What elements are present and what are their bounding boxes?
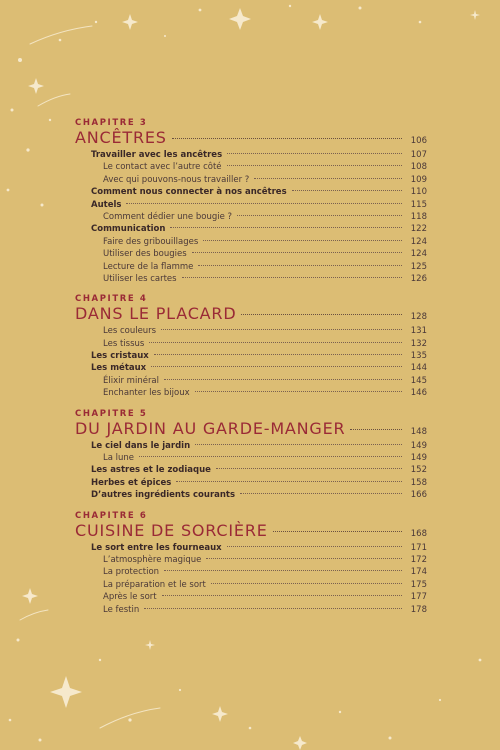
toc-entry[interactable] — [75, 579, 427, 591]
dot-sparkle-icon — [17, 639, 20, 642]
table-of-contents — [75, 118, 427, 625]
page-number: 171 — [410, 542, 427, 553]
toc-entry[interactable] — [75, 440, 427, 452]
entry-title: L’atmosphère magique — [103, 554, 202, 565]
chapter-label: CHAPITRE 3 — [75, 118, 148, 128]
dot-sparkle-icon — [199, 9, 202, 12]
page-number: 168 — [410, 528, 427, 539]
page-number: 158 — [410, 477, 427, 488]
dot-leader — [241, 314, 402, 315]
dot-leader — [240, 493, 402, 494]
dot-sparkle-icon — [128, 718, 131, 721]
entry-title: La protection — [103, 567, 160, 578]
toc-entry[interactable] — [75, 273, 427, 285]
chapter-title: CUISINE DE SORCIÈRE — [75, 520, 268, 540]
dot-leader — [154, 354, 402, 355]
star-icon — [28, 78, 44, 94]
toc-entry[interactable] — [75, 554, 427, 566]
page-number: 108 — [410, 162, 427, 173]
toc-entry[interactable] — [75, 199, 427, 211]
dot-leader — [227, 546, 402, 547]
dot-leader — [198, 265, 402, 266]
entry-title: Les couleurs — [103, 326, 157, 337]
page-number: 122 — [410, 224, 427, 235]
entry-title: Utiliser des bougies — [103, 249, 187, 260]
page-number: 132 — [410, 338, 427, 349]
star-icon — [22, 588, 38, 604]
entry-title: Comment nous connecter à nos ancêtres — [91, 187, 287, 198]
dot-sparkle-icon — [99, 659, 101, 661]
toc-entry[interactable] — [75, 261, 427, 273]
dot-leader — [161, 329, 402, 330]
chapter-label: CHAPITRE 6 — [75, 510, 148, 521]
chapter-block — [75, 118, 427, 285]
entry-title: Enchanter les bijoux — [103, 388, 190, 399]
dot-leader — [206, 558, 402, 559]
toc-entry[interactable] — [75, 186, 427, 198]
entry-title: Le contact avec l’autre côté — [103, 162, 222, 173]
shooting-star-icon — [20, 610, 48, 620]
dot-sparkle-icon — [41, 204, 44, 207]
dot-sparkle-icon — [95, 21, 97, 23]
page-number: 177 — [410, 592, 427, 603]
page-number: 128 — [410, 312, 427, 323]
shooting-star-icon — [38, 94, 70, 106]
page-number: 106 — [410, 136, 427, 146]
entry-title: La préparation et le sort — [103, 579, 206, 590]
dot-leader — [211, 583, 402, 584]
entry-title: Les tissus — [103, 338, 145, 349]
dot-leader — [227, 165, 402, 166]
toc-entry[interactable] — [75, 325, 427, 337]
toc-entry[interactable] — [75, 350, 427, 362]
entry-title: Les métaux — [91, 363, 147, 374]
dot-leader — [182, 277, 402, 278]
star-icon — [145, 640, 155, 650]
page-number: 148 — [410, 426, 427, 437]
page-number: 149 — [410, 440, 427, 451]
dot-sparkle-icon — [179, 689, 181, 691]
entry-title: Le ciel dans le jardin — [91, 440, 191, 451]
star-icon — [293, 736, 307, 750]
chapter-title: DANS LE PLACARD — [75, 304, 237, 324]
page-number: 172 — [410, 554, 427, 565]
page-number: 125 — [410, 261, 427, 272]
entry-title: Après le sort — [103, 592, 157, 603]
dot-leader — [216, 468, 402, 469]
toc-entry[interactable] — [75, 387, 427, 399]
chapter-title: DU JARDIN AU GARDE-MANGER — [75, 418, 346, 438]
page-number: 149 — [410, 453, 427, 464]
toc-entry[interactable] — [75, 211, 427, 223]
star-icon — [470, 10, 480, 20]
page-number: 109 — [410, 174, 427, 185]
page-number: 118 — [410, 211, 427, 222]
dot-leader — [192, 252, 402, 253]
toc-entry[interactable] — [75, 248, 427, 260]
page-number: 146 — [410, 388, 427, 399]
toc-entry[interactable] — [75, 174, 427, 186]
page-number: 110 — [410, 187, 427, 198]
entry-title: Le festin — [103, 604, 140, 615]
page-number: 175 — [410, 579, 427, 590]
entry-title: Communication — [91, 224, 166, 235]
chapter-label: CHAPITRE 4 — [75, 294, 148, 305]
entry-title: Lecture de la flamme — [103, 261, 194, 272]
dot-sparkle-icon — [419, 21, 422, 24]
toc-entry[interactable] — [75, 566, 427, 578]
chapter-title-row[interactable] — [75, 521, 427, 541]
dot-sparkle-icon — [249, 727, 252, 730]
dot-leader — [172, 138, 402, 139]
dot-sparkle-icon — [7, 189, 10, 192]
dot-leader — [144, 608, 402, 609]
page-number: 126 — [410, 273, 427, 284]
dot-sparkle-icon — [59, 39, 62, 42]
toc-entry[interactable] — [75, 452, 427, 464]
toc-entry[interactable] — [75, 477, 427, 489]
chapter-block — [75, 294, 427, 399]
entry-title: Le sort entre les fourneaux — [91, 542, 222, 553]
shooting-star-icon — [100, 708, 160, 728]
dot-sparkle-icon — [11, 109, 14, 112]
toc-entry[interactable] — [75, 375, 427, 387]
page-number: 107 — [410, 150, 427, 160]
entry-title: Avec qui pouvons-nous travailler ? — [103, 174, 250, 185]
entry-title: Travailler avec les ancêtres — [91, 150, 223, 160]
dot-sparkle-icon — [9, 719, 12, 722]
star-icon — [229, 8, 251, 30]
dot-sparkle-icon — [26, 148, 29, 151]
toc-entry[interactable] — [75, 604, 427, 616]
chapter-label: CHAPITRE 5 — [75, 408, 148, 419]
dot-sparkle-icon — [439, 699, 441, 701]
dot-leader — [151, 366, 402, 367]
dot-sparkle-icon — [18, 58, 22, 62]
page-number: 131 — [410, 326, 427, 337]
star-icon — [212, 706, 228, 722]
star-icon — [312, 14, 328, 30]
toc-entry[interactable] — [75, 223, 427, 235]
dot-leader — [273, 531, 402, 532]
entry-title: Élixir minéral — [103, 375, 160, 386]
dot-leader — [176, 481, 402, 482]
star-icon — [50, 676, 82, 708]
entry-title: Utiliser les cartes — [103, 273, 177, 284]
dot-leader — [164, 379, 402, 380]
page-number: 135 — [410, 351, 427, 362]
toc-entry[interactable] — [75, 236, 427, 248]
page-number: 144 — [410, 363, 427, 374]
dot-leader — [203, 240, 402, 241]
dot-leader — [254, 178, 402, 179]
toc-entry[interactable] — [75, 591, 427, 603]
entry-title: Comment dédier une bougie ? — [103, 211, 233, 222]
dot-sparkle-icon — [389, 737, 392, 740]
dot-leader — [149, 342, 402, 343]
shooting-star-icon — [30, 26, 92, 44]
dot-leader — [195, 391, 402, 392]
dot-leader — [139, 456, 402, 457]
dot-leader — [227, 153, 402, 154]
entry-title: Les astres et le zodiaque — [91, 465, 211, 476]
entry-title: Les cristaux — [91, 351, 149, 362]
toc-entry[interactable] — [75, 149, 427, 161]
page-number: 166 — [410, 490, 427, 501]
dot-leader — [350, 429, 402, 430]
toc-entry[interactable] — [75, 161, 427, 173]
toc-entry[interactable] — [75, 542, 427, 554]
page-number: 145 — [410, 375, 427, 386]
toc-entry[interactable] — [75, 464, 427, 476]
chapter-block — [75, 409, 427, 502]
dot-sparkle-icon — [49, 119, 51, 121]
dot-leader — [164, 570, 402, 571]
dot-sparkle-icon — [359, 7, 362, 10]
toc-entry[interactable] — [75, 362, 427, 374]
entry-title: Faire des gribouillages — [103, 236, 199, 247]
entry-title: D’autres ingrédients courants — [91, 490, 236, 501]
page-number: 115 — [410, 199, 427, 210]
page-number: 174 — [410, 567, 427, 578]
entry-title: La lune — [103, 453, 135, 464]
page-number: 178 — [410, 604, 427, 615]
page-number: 124 — [410, 249, 427, 260]
toc-entry[interactable] — [75, 338, 427, 350]
chapter-title-row[interactable] — [75, 128, 427, 148]
dot-leader — [195, 444, 402, 445]
dot-leader — [237, 215, 402, 216]
dot-leader — [162, 595, 402, 596]
dot-sparkle-icon — [164, 35, 166, 37]
toc-entry[interactable] — [75, 489, 427, 501]
dot-leader — [126, 203, 402, 204]
chapter-block — [75, 511, 427, 616]
chapter-title-row[interactable] — [75, 419, 427, 439]
dot-sparkle-icon — [289, 5, 291, 7]
dot-sparkle-icon — [339, 711, 341, 713]
star-icon — [122, 14, 138, 30]
chapter-title-row[interactable] — [75, 304, 427, 324]
entry-title: Autels — [91, 199, 122, 210]
dot-leader — [292, 190, 402, 191]
dot-sparkle-icon — [39, 739, 42, 742]
dot-leader — [170, 227, 402, 228]
dot-sparkle-icon — [479, 659, 482, 662]
chapter-title: ANCÊTRES — [75, 128, 167, 147]
page-number: 152 — [410, 465, 427, 476]
entry-title: Herbes et épices — [91, 477, 172, 488]
page-number: 124 — [410, 236, 427, 247]
